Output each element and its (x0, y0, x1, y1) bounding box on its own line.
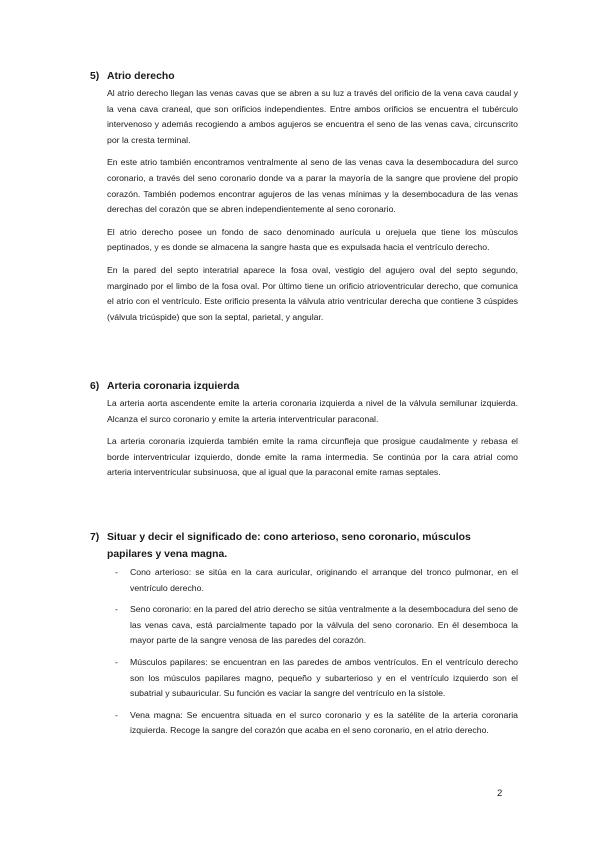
section-heading (90, 70, 518, 84)
section-atrio-derecho (90, 70, 518, 325)
section-title: Arteria coronaria izquierda (107, 381, 240, 392)
paragraph: La arteria coronaria izquierda también emite la rama circunfleja que prosigue caudalmente y rebasa el borde interventricular izquierdo, donde emite la rama intermedia. Se continúa por la cara atrial como arteria interventricular subsinuosa, que al igual que la paraconal emite ramas septales. (107, 436, 518, 478)
definition-list (107, 565, 518, 739)
list-item-text: Cono arterioso: se sitúa en la cara auricular, originando el arranque del tronco pulmonar, en el ventrículo derecho. (130, 567, 518, 593)
list-item-text: Músculos papilares: se encuentran en las paredes de ambos ventrículos. En el ventrículo derecho son los músculos papilares magno, pequeño y subarterioso y en el ventrículo izquierdo son el subatrial y subauricular. Su función es vaciar la sangre del ventrículo en la sístole. (130, 656, 518, 699)
list-item (107, 565, 518, 596)
list-item-text: Seno coronario: en la pared del atrio derecho se sitúa ventralmente a la desembocadura del seno de las venas cava, está parcialmente tapado por la válvula del seno coronario. En él desemboca la mayor parte de la sangre venosa de las paredes del corazón. (130, 604, 518, 646)
paragraph: En este atrio también encontramos ventralmente al seno de las venas cava la desembocadura del surco coronario, a través del seno coronario donde va a parar la mayoría de la sangre que proviene del propio corazón. También podemos encontrar agujeros de las venas mínimas y la desembocadura de las venas derechas del corazón que se abren independientemente al seno coronario. (107, 157, 518, 215)
paragraph: El atrio derecho posee un fondo de saco denominado aurícula u orejuela que tiene los músculos peptinados, y es donde se almacena la sangre hasta que es expulsada hacia el ventrículo derecho. (107, 226, 518, 253)
paragraph: La arteria aorta ascendente emite la arteria coronaria izquierda a nivel de la válvula semilunar izquierda. Alcanza el surco coronario y emite la arteria interventricular paraconal. (107, 398, 518, 424)
list-item (107, 602, 518, 649)
section-heading (90, 529, 518, 563)
section-number: 6) (90, 381, 100, 392)
section-significados (90, 529, 518, 745)
section-title: Situar y decir el significado de: cono arterioso, seno coronario, músculos papilares y vena magna. (107, 532, 471, 560)
list-item (107, 708, 518, 739)
bullet-dash: - (115, 709, 118, 720)
section-number: 5) (90, 71, 100, 82)
bullet-dash: - (115, 656, 118, 667)
section-number: 7) (90, 532, 100, 543)
bullet-dash: - (115, 567, 118, 577)
paragraph: Al atrio derecho llegan las venas cavas que se abren a su luz a través del orificio de la vena cava caudal y la vena cava craneal, que son orificios independientes. Entre ambos orificios se encuentra el tubérculo intervenoso y además recogiendo a ambos agujeros se encuentra el seno de las venas cava, circunscrito por la cresta terminal. (107, 88, 518, 145)
page-number: 2 (497, 788, 503, 799)
section-arteria-coronaria (90, 380, 518, 481)
list-item-text: Vena magna: Se encuentra situada en el surco coronario y es la satélite de la arteria coronaria izquierda. Recoge la sangre del corazón que acaba en el seno coronario, en el atrio derecho. (130, 709, 518, 736)
section-heading (90, 380, 518, 394)
list-item (107, 655, 518, 702)
bullet-dash: - (115, 604, 118, 615)
paragraph: En la pared del septo interatrial aparece la fosa oval, vestigio del agujero oval del septo segundo, marginado por el limbo de la fosa oval. Por último tiene un orificio atrioventricular derecho, que comunica el atrio con el ventrículo. Este orificio presenta la válvula atrio ventricular derecha que contiene 3 cúspides (válvula tricúspide) que son la septal, parietal, y angular. (107, 264, 518, 322)
section-title: Atrio derecho (107, 71, 175, 82)
